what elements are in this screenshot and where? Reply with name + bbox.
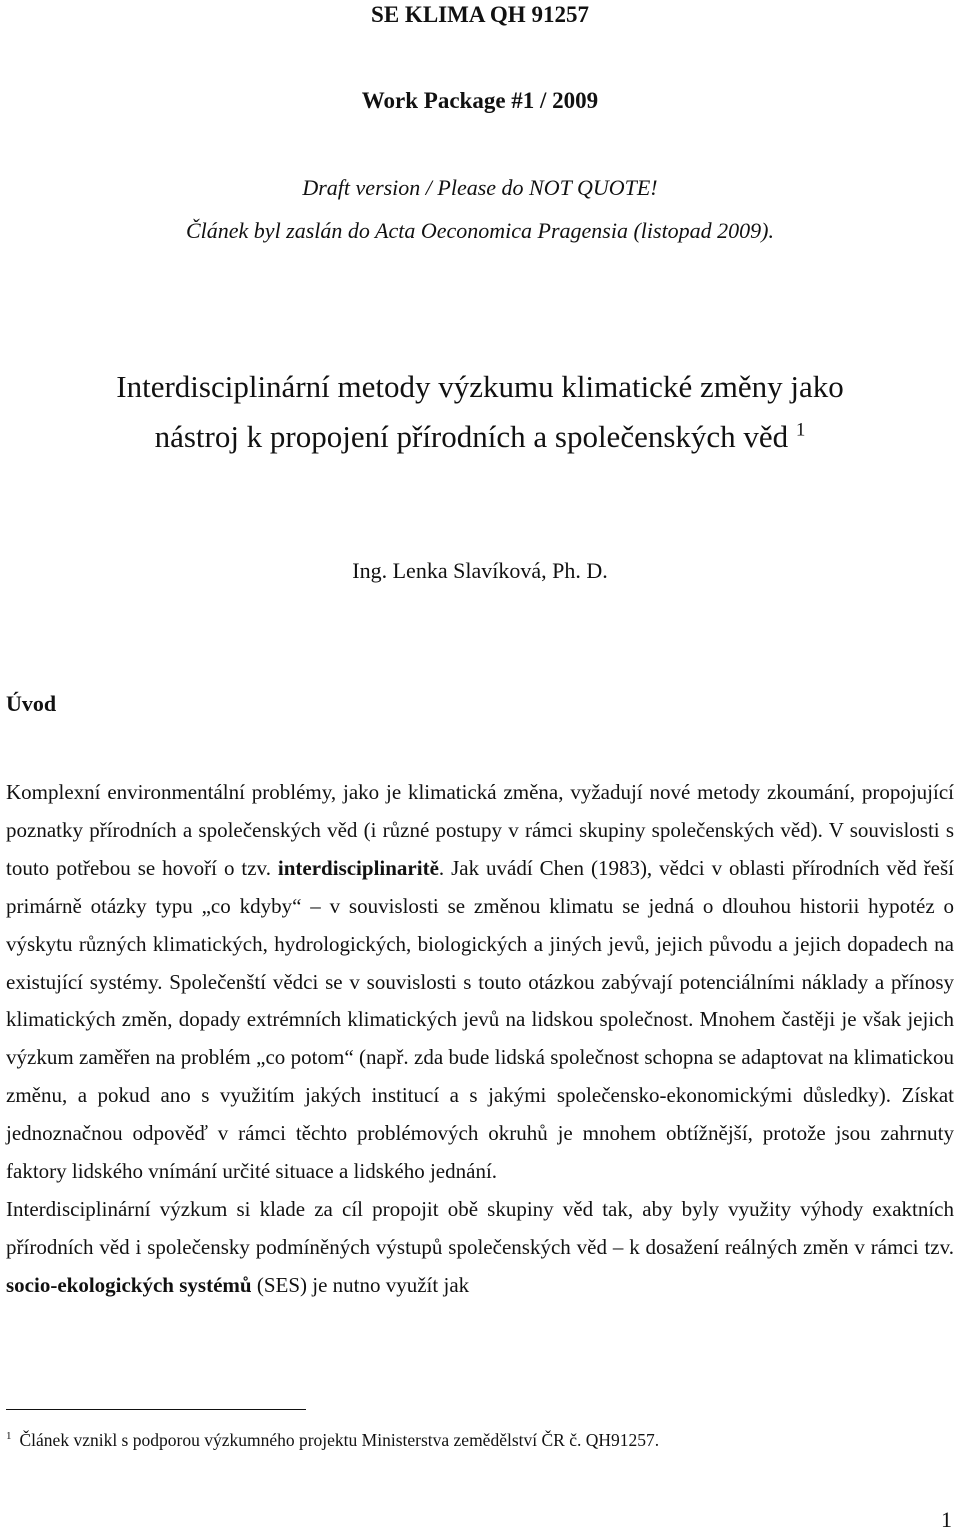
section-heading: Úvod	[6, 691, 57, 716]
paragraph-1-part-a: Komplexní environmentální problémy, jako je klimatická změna, vyžadují nové metody zkoumání, propojující poznatky přírodních a společenských věd (i různé postupy v rámci skupiny společenských věd). V souvislosti s touto potřebou se hovoří o tzv.	[6, 780, 954, 880]
title-line-1: Interdisciplinární metody výzkumu klimatické změny jako	[116, 369, 844, 404]
body-text	[6, 774, 954, 1305]
paragraph-2-part-a: Interdisciplinární výzkum si klade za cíl propojit obě skupiny věd tak, aby byly využity výhody exaktních přírodních věd i společensky podmíněných výstupů společenských věd – k dosažení reálných změn v rámci tzv.	[6, 1196, 954, 1259]
draft-notice: Draft version / Please do NOT QUOTE!	[302, 175, 658, 200]
title-line-2-text: nástroj k propojení přírodních a společenských věd	[154, 419, 789, 454]
paragraph-1	[6, 774, 954, 1191]
paragraph-1-part-b: . Jak uvádí Chen (1983), vědci v oblasti přírodních věd řeší primárně otázky typu „co kdyby“ – v souvislosti se změnou klimatu se jedná o dlouhou historii hypotéz o výskytu různých klimatických, hydrologických, biologických a jiných jevů, jejich původu a jejich dopadech na existující systémy. Společenští vědci se v souvislosti s touto otázkou zabývají potenciálními náklady a přínosy klimatických změn, dopady extrémních klimatických jevů na lidskou společnost. Mnohem častěji je však jejich výzkum zaměřen na problém „co potom“ (např. zda bude lidská společnost schopna se adaptovat na klimatickou změnu, a pokud ano s využitím jakých institucí a s jakými společensko-ekonomickými důsledky). Získat jednoznačnou odpověď v rámci těchto problémových okruhů je mnohem obtížnější, protože jsou zahrnuty faktory lidského vnímání určité situace a lidského jednání.	[6, 855, 954, 1184]
title-footnote-mark: 1	[795, 419, 806, 441]
submission-note: Článek byl zaslán do Acta Oeconomica Pragensia (listopad 2009).	[185, 218, 775, 243]
term-interdisciplinarity: interdisciplinaritě	[277, 855, 439, 880]
work-package: Work Package #1 / 2009	[361, 88, 599, 113]
paper-title	[0, 362, 960, 462]
paragraph-2-part-b: (SES) je nutno využít jak	[251, 1272, 470, 1297]
footnote-mark: 1	[6, 1430, 12, 1443]
footnote	[6, 1429, 659, 1451]
term-ses: socio-ekologických systémů	[6, 1272, 252, 1297]
author-name: Ing. Lenka Slavíková, Ph. D.	[352, 558, 608, 583]
page-number: 1	[941, 1507, 952, 1532]
title-line-2	[0, 412, 960, 462]
footnote-text: Článek vznikl s podporou výzkumného projektu Ministerstva zemědělství ČR č. QH91257.	[19, 1430, 660, 1450]
paragraph-2	[6, 1191, 954, 1305]
footnote-divider	[6, 1409, 306, 1410]
project-code: SE KLIMA QH 91257	[371, 2, 589, 27]
